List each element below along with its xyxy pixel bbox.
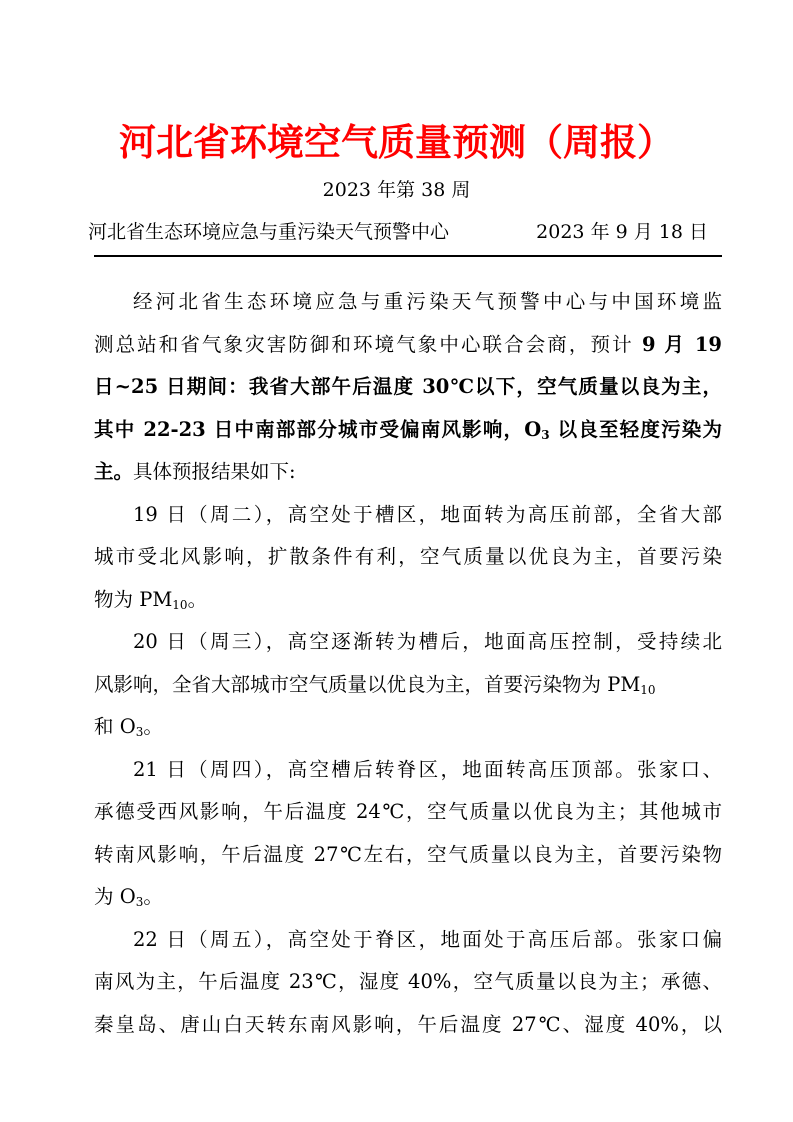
- text-span: 物为 PM: [94, 587, 173, 611]
- text-span: 测总站和省气象灾害防御和环境气象中心联合会商，预计: [94, 332, 642, 356]
- subscript: 3: [541, 427, 550, 442]
- bold-line: [94, 416, 722, 459]
- subscript: 3: [135, 725, 144, 739]
- header-rule: [94, 255, 722, 257]
- text-span: 。: [187, 587, 208, 611]
- text-line: [94, 586, 722, 629]
- text-line: [94, 458, 722, 501]
- report-body: [94, 288, 722, 1053]
- text-line: 22 日（周五），高空处于脊区，地面处于高压后部。张家口偏: [133, 927, 722, 951]
- text-line: [94, 671, 722, 714]
- text-span: 和 O: [94, 715, 136, 738]
- bold-span: 以良至轻度污染为: [549, 417, 722, 441]
- bold-line: 日~25 日期间：我省大部午后温度 30℃以下，空气质量以良为主，: [94, 375, 722, 398]
- day-paragraph-22: [94, 926, 722, 1054]
- text-line: 经河北省生态环境应急与重污染天气预警中心与中国环境监: [133, 290, 722, 313]
- text-line: 南风为主，午后温度 23℃，湿度 40%，空气质量以良为主；承德、: [94, 970, 722, 993]
- day-paragraph-21: [94, 756, 722, 926]
- day-paragraph-20: [94, 628, 722, 756]
- report-title: 河北省环境空气质量预测（周报）: [119, 120, 674, 164]
- text-span: 风影响，全省大部城市空气质量以优良为主，首要污染物为 PM: [94, 672, 641, 696]
- subscript: 3: [135, 895, 144, 909]
- text-line: [94, 883, 722, 926]
- bold-span: 其中 22-23 日中南部部分城市受偏南风影响，O: [94, 417, 542, 441]
- text-span: 。: [143, 885, 163, 908]
- text-line: 秦皇岛、唐山白天转东南风影响，午后温度 27℃、湿度 40%，以: [94, 1012, 722, 1036]
- text-span: 具体预报结果如下:: [133, 460, 296, 483]
- text-line: 19 日（周二），高空处于槽区，地面转为高压前部，全省大部: [133, 502, 722, 526]
- bold-span: 主。: [94, 460, 134, 483]
- day-paragraph-19: [94, 501, 722, 629]
- text-line: 承德受西风影响，午后温度 24℃，空气质量以优良为主；其他城市: [94, 800, 722, 823]
- text-line: 20 日（周三），高空逐渐转为槽后，地面高压控制，受持续北: [133, 630, 722, 653]
- text-line: 城市受北风影响，扩散条件有利，空气质量以优良为主，首要污染: [94, 545, 722, 568]
- issue-number: 2023 年第 38 周: [322, 179, 471, 201]
- issue-date: 2023 年 9 月 18 日: [536, 221, 708, 243]
- text-line: 转南风影响，午后温度 27℃左右，空气质量以良为主，首要污染物: [94, 842, 722, 866]
- byline: [88, 217, 708, 244]
- text-span: 为 O: [94, 885, 136, 908]
- text-line: [94, 331, 722, 374]
- subscript: 10: [640, 682, 656, 697]
- text-line: 21 日（周四），高空槽后转脊区，地面转高压顶部。张家口、: [133, 757, 722, 781]
- text-line: [94, 713, 722, 756]
- issuer: 河北省生态环境应急与重污染天气预警中心: [88, 221, 450, 243]
- text-span: 。: [143, 715, 163, 738]
- summary-paragraph: [94, 288, 722, 501]
- bold-span: 9 月 19: [641, 332, 722, 356]
- subscript: 10: [172, 597, 188, 612]
